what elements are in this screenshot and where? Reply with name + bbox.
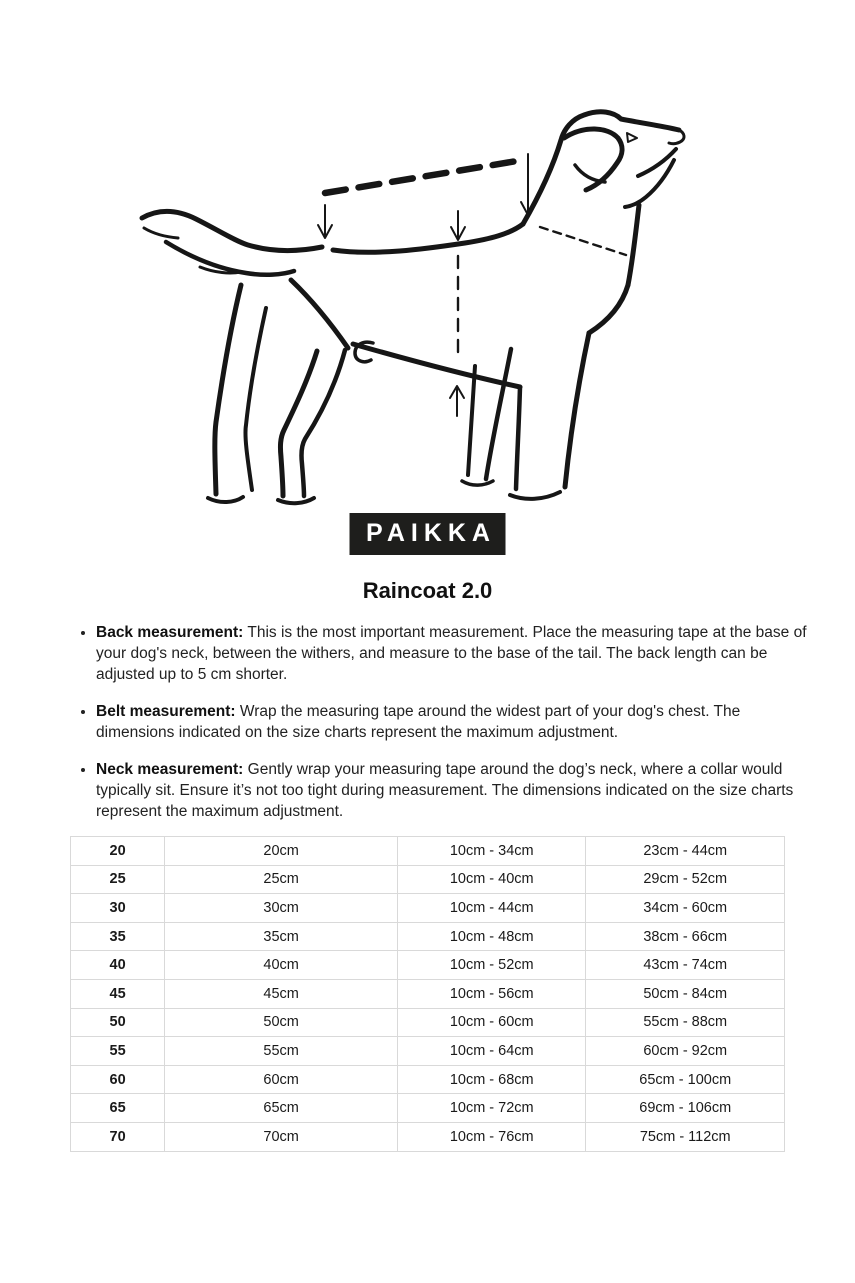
table-cell: 43cm - 74cm (586, 951, 785, 980)
table-cell: 65cm - 100cm (586, 1065, 785, 1094)
dog-tail-under (166, 242, 294, 275)
dog-front-paw-near (510, 492, 560, 499)
dog-hind-leg-far-inner (245, 308, 266, 490)
dog-nose (669, 130, 684, 144)
measurement-instructions (68, 622, 818, 838)
table-row (71, 865, 785, 894)
dog-chest (589, 285, 628, 333)
instruction-text: This is the most important measurement. Place the measuring tape at the base of your dog's neck, between the withers, and measure to the base of the tail. The back length can be adjusted up to 5 cm shorter. (96, 624, 807, 683)
neck-measurement-line (540, 227, 626, 255)
dog-measurement-diagram (120, 92, 720, 524)
down-arrow-icon (451, 211, 465, 240)
table-cell: 60 (71, 1065, 165, 1094)
table-cell: 10cm - 48cm (397, 922, 585, 951)
table-cell: 50 (71, 1008, 165, 1037)
table-cell: 55cm - 88cm (586, 1008, 785, 1037)
table-cell: 65cm (165, 1094, 398, 1123)
table-cell: 55cm (165, 1037, 398, 1066)
table-cell: 10cm - 52cm (397, 951, 585, 980)
dog-thigh-front (291, 280, 348, 348)
up-arrow-icon (450, 386, 464, 416)
table-cell: 70cm (165, 1122, 398, 1151)
table-cell: 40 (71, 951, 165, 980)
back-measurement-line (325, 160, 523, 193)
down-arrow-icon (521, 154, 535, 215)
table-cell: 10cm - 44cm (397, 894, 585, 923)
dog-hind-paw-near (278, 498, 314, 503)
table-row (71, 922, 785, 951)
table-row (71, 979, 785, 1008)
instruction-label: Belt measurement: (96, 703, 236, 720)
table-cell: 25 (71, 865, 165, 894)
dog-front-leg-far-front (486, 349, 511, 479)
table-cell: 70 (71, 1122, 165, 1151)
dog-front-leg-near-back (516, 387, 520, 489)
table-cell: 50cm - 84cm (586, 979, 785, 1008)
table-cell: 10cm - 60cm (397, 1008, 585, 1037)
dog-back (333, 224, 523, 252)
table-cell: 10cm - 34cm (397, 837, 585, 866)
table-cell: 65 (71, 1094, 165, 1123)
instruction-text: Wrap the measuring tape around the widest part of your dog's chest. The dimensions indicated on the size charts represent the maximum adjustment. (96, 703, 741, 741)
dog-hind-leg-far-outer (215, 285, 241, 494)
table-cell: 50cm (165, 1008, 398, 1037)
neck-dashed-line (540, 227, 626, 255)
instruction-text: Gently wrap your measuring tape around the dog’s neck, where a collar would typically sit. Ensure it’s not too tight during measurement. The dimensions indicated on the size charts represent the maximum adjustment. (96, 761, 794, 820)
table-cell: 30cm (165, 894, 398, 923)
table-cell: 10cm - 72cm (397, 1094, 585, 1123)
table-cell: 10cm - 56cm (397, 979, 585, 1008)
dog-belly (353, 344, 520, 387)
table-cell: 25cm (165, 865, 398, 894)
dog-hind-leg-near-front (280, 351, 317, 496)
table-row (71, 837, 785, 866)
dog-tail-accent (144, 228, 178, 238)
table-cell: 45cm (165, 979, 398, 1008)
table-row (71, 951, 785, 980)
dog-front-paw-far (462, 481, 493, 485)
instruction-item-neck (96, 759, 818, 822)
table-cell: 35 (71, 922, 165, 951)
dog-front-leg-near-front (565, 333, 589, 487)
instruction-label: Back measurement: (96, 624, 244, 641)
table-cell: 60cm - 92cm (586, 1037, 785, 1066)
brand-logo (349, 513, 506, 555)
dog-hind-paw-far (208, 497, 243, 502)
table-cell: 29cm - 52cm (586, 865, 785, 894)
table-cell: 10cm - 40cm (397, 865, 585, 894)
dog-illustration (142, 112, 684, 503)
table-cell: 30 (71, 894, 165, 923)
instruction-item-belt (96, 701, 818, 743)
table-row (71, 1065, 785, 1094)
table-cell: 45 (71, 979, 165, 1008)
table-cell: 35cm (165, 922, 398, 951)
table-row (71, 1094, 785, 1123)
table-row (71, 894, 785, 923)
table-cell: 23cm - 44cm (586, 837, 785, 866)
table-cell: 10cm - 64cm (397, 1037, 585, 1066)
table-cell: 38cm - 66cm (586, 922, 785, 951)
instruction-item-back (96, 622, 818, 685)
table-cell: 55 (71, 1037, 165, 1066)
table-cell: 40cm (165, 951, 398, 980)
size-table (70, 836, 785, 1152)
table-cell: 20cm (165, 837, 398, 866)
table-cell: 10cm - 68cm (397, 1065, 585, 1094)
dog-lower-jaw (625, 160, 674, 207)
dog-upper-lip (638, 149, 676, 176)
instruction-label: Neck measurement: (96, 761, 244, 778)
back-dashed-line (325, 160, 523, 193)
dog-eye (627, 133, 637, 142)
table-cell: 20 (71, 837, 165, 866)
table-cell: 60cm (165, 1065, 398, 1094)
table-cell: 75cm - 112cm (586, 1122, 785, 1151)
dog-neck-front (628, 205, 639, 285)
dog-front-leg-far-back (468, 366, 475, 475)
down-arrow-icon (318, 205, 332, 238)
table-row (71, 1122, 785, 1151)
table-row (71, 1008, 785, 1037)
product-title: Raincoat 2.0 (362, 578, 493, 603)
brand-logo-text: PAIKKA (366, 519, 496, 547)
table-cell: 69cm - 106cm (586, 1094, 785, 1123)
table-cell: 34cm - 60cm (586, 894, 785, 923)
table-row (71, 1037, 785, 1066)
table-cell: 10cm - 76cm (397, 1122, 585, 1151)
